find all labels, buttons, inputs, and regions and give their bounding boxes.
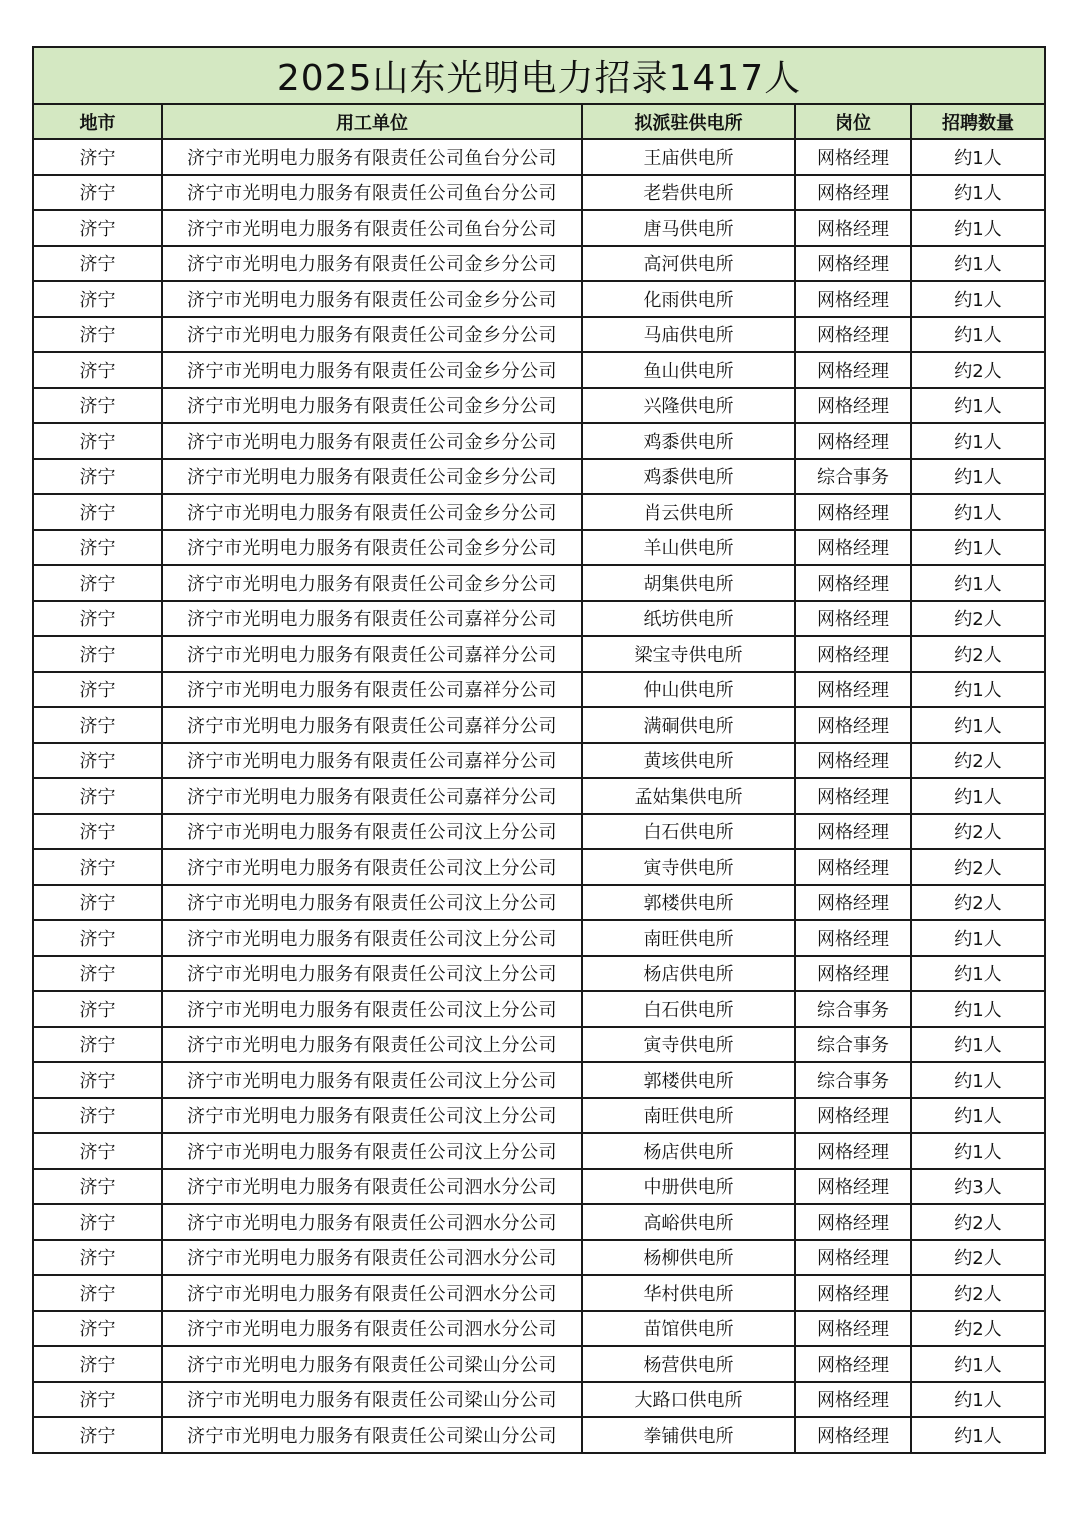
table-row <box>34 1169 1044 1205</box>
cell-station: 郭楼供电所 <box>582 885 795 921</box>
column-header-headcount: 招聘数量 <box>911 105 1044 139</box>
cell-station: 唐马供电所 <box>582 210 795 246</box>
cell-position: 网格经理 <box>795 388 911 424</box>
cell-city: 济宁 <box>34 1417 162 1452</box>
table-row <box>34 175 1044 211</box>
recruitment-sheet <box>32 46 1046 1454</box>
cell-city: 济宁 <box>34 175 162 211</box>
cell-position: 网格经理 <box>795 210 911 246</box>
cell-position: 网格经理 <box>795 1133 911 1169</box>
cell-employer: 济宁市光明电力服务有限责任公司泗水分公司 <box>162 1169 582 1205</box>
cell-station: 高河供电所 <box>582 246 795 282</box>
cell-headcount: 约1人 <box>911 991 1044 1027</box>
cell-station: 杨营供电所 <box>582 1346 795 1382</box>
table-row <box>34 1204 1044 1240</box>
cell-city: 济宁 <box>34 743 162 779</box>
cell-headcount: 约2人 <box>911 636 1044 672</box>
cell-headcount: 约1人 <box>911 1062 1044 1098</box>
cell-station: 中册供电所 <box>582 1169 795 1205</box>
table-row <box>34 991 1044 1027</box>
cell-employer: 济宁市光明电力服务有限责任公司汶上分公司 <box>162 885 582 921</box>
cell-headcount: 约1人 <box>911 281 1044 317</box>
cell-station: 化雨供电所 <box>582 281 795 317</box>
cell-station: 胡集供电所 <box>582 565 795 601</box>
cell-station: 杨店供电所 <box>582 1133 795 1169</box>
table-row <box>34 707 1044 743</box>
cell-employer: 济宁市光明电力服务有限责任公司嘉祥分公司 <box>162 743 582 779</box>
cell-position: 网格经理 <box>795 1240 911 1276</box>
cell-employer: 济宁市光明电力服务有限责任公司泗水分公司 <box>162 1275 582 1311</box>
cell-headcount: 约1人 <box>911 778 1044 814</box>
cell-employer: 济宁市光明电力服务有限责任公司梁山分公司 <box>162 1346 582 1382</box>
page-title: 2025山东光明电力招录1417人 <box>34 48 1044 105</box>
cell-city: 济宁 <box>34 317 162 353</box>
table-row <box>34 1382 1044 1418</box>
cell-headcount: 约1人 <box>911 530 1044 566</box>
table-row <box>34 672 1044 708</box>
cell-city: 济宁 <box>34 1098 162 1134</box>
cell-employer: 济宁市光明电力服务有限责任公司鱼台分公司 <box>162 175 582 211</box>
cell-employer: 济宁市光明电力服务有限责任公司汶上分公司 <box>162 849 582 885</box>
cell-station: 大路口供电所 <box>582 1382 795 1418</box>
cell-station: 郭楼供电所 <box>582 1062 795 1098</box>
table-row <box>34 1098 1044 1134</box>
table-row <box>34 1240 1044 1276</box>
cell-city: 济宁 <box>34 530 162 566</box>
cell-employer: 济宁市光明电力服务有限责任公司金乡分公司 <box>162 388 582 424</box>
table-row <box>34 352 1044 388</box>
cell-headcount: 约1人 <box>911 1382 1044 1418</box>
cell-city: 济宁 <box>34 281 162 317</box>
cell-station: 南旺供电所 <box>582 920 795 956</box>
cell-employer: 济宁市光明电力服务有限责任公司汶上分公司 <box>162 1027 582 1063</box>
cell-city: 济宁 <box>34 459 162 495</box>
cell-employer: 济宁市光明电力服务有限责任公司嘉祥分公司 <box>162 601 582 637</box>
table-row <box>34 743 1044 779</box>
cell-station: 肖云供电所 <box>582 494 795 530</box>
cell-position: 网格经理 <box>795 956 911 992</box>
cell-headcount: 约1人 <box>911 175 1044 211</box>
cell-headcount: 约1人 <box>911 920 1044 956</box>
cell-headcount: 约2人 <box>911 601 1044 637</box>
cell-headcount: 约1人 <box>911 459 1044 495</box>
cell-station: 兴隆供电所 <box>582 388 795 424</box>
cell-station: 马庙供电所 <box>582 317 795 353</box>
cell-station: 梁宝寺供电所 <box>582 636 795 672</box>
cell-station: 羊山供电所 <box>582 530 795 566</box>
cell-city: 济宁 <box>34 778 162 814</box>
cell-headcount: 约1人 <box>911 1346 1044 1382</box>
cell-city: 济宁 <box>34 1062 162 1098</box>
cell-employer: 济宁市光明电力服务有限责任公司金乡分公司 <box>162 494 582 530</box>
cell-station: 纸坊供电所 <box>582 601 795 637</box>
table-row <box>34 530 1044 566</box>
table-row <box>34 246 1044 282</box>
cell-headcount: 约1人 <box>911 423 1044 459</box>
cell-city: 济宁 <box>34 1382 162 1418</box>
cell-employer: 济宁市光明电力服务有限责任公司鱼台分公司 <box>162 210 582 246</box>
cell-position: 综合事务 <box>795 991 911 1027</box>
table-row <box>34 1133 1044 1169</box>
cell-headcount: 约1人 <box>911 1098 1044 1134</box>
cell-position: 网格经理 <box>795 672 911 708</box>
cell-position: 网格经理 <box>795 920 911 956</box>
cell-employer: 济宁市光明电力服务有限责任公司汶上分公司 <box>162 814 582 850</box>
table-row <box>34 388 1044 424</box>
cell-position: 网格经理 <box>795 175 911 211</box>
table-row <box>34 849 1044 885</box>
table-row <box>34 565 1044 601</box>
cell-position: 网格经理 <box>795 814 911 850</box>
cell-employer: 济宁市光明电力服务有限责任公司金乡分公司 <box>162 317 582 353</box>
cell-employer: 济宁市光明电力服务有限责任公司嘉祥分公司 <box>162 636 582 672</box>
cell-employer: 济宁市光明电力服务有限责任公司汶上分公司 <box>162 991 582 1027</box>
cell-station: 仲山供电所 <box>582 672 795 708</box>
table-row <box>34 423 1044 459</box>
cell-headcount: 约1人 <box>911 246 1044 282</box>
table-row <box>34 885 1044 921</box>
table-row <box>34 1346 1044 1382</box>
table-row <box>34 281 1044 317</box>
cell-headcount: 约1人 <box>911 956 1044 992</box>
cell-city: 济宁 <box>34 210 162 246</box>
cell-position: 网格经理 <box>795 885 911 921</box>
table-row <box>34 1417 1044 1452</box>
cell-position: 网格经理 <box>795 317 911 353</box>
cell-city: 济宁 <box>34 352 162 388</box>
cell-city: 济宁 <box>34 1311 162 1347</box>
cell-position: 综合事务 <box>795 1062 911 1098</box>
cell-station: 满硐供电所 <box>582 707 795 743</box>
cell-position: 网格经理 <box>795 352 911 388</box>
cell-city: 济宁 <box>34 494 162 530</box>
cell-employer: 济宁市光明电力服务有限责任公司汶上分公司 <box>162 1098 582 1134</box>
cell-station: 杨店供电所 <box>582 956 795 992</box>
cell-headcount: 约2人 <box>911 1311 1044 1347</box>
column-header-city: 地市 <box>34 105 162 139</box>
cell-headcount: 约1人 <box>911 139 1044 175</box>
cell-city: 济宁 <box>34 1027 162 1063</box>
cell-employer: 济宁市光明电力服务有限责任公司汶上分公司 <box>162 956 582 992</box>
cell-city: 济宁 <box>34 246 162 282</box>
cell-position: 网格经理 <box>795 246 911 282</box>
cell-station: 老砦供电所 <box>582 175 795 211</box>
cell-station: 寅寺供电所 <box>582 849 795 885</box>
cell-employer: 济宁市光明电力服务有限责任公司泗水分公司 <box>162 1240 582 1276</box>
cell-headcount: 约1人 <box>911 317 1044 353</box>
cell-position: 网格经理 <box>795 707 911 743</box>
cell-city: 济宁 <box>34 1240 162 1276</box>
cell-city: 济宁 <box>34 707 162 743</box>
table-row <box>34 601 1044 637</box>
cell-city: 济宁 <box>34 388 162 424</box>
cell-station: 南旺供电所 <box>582 1098 795 1134</box>
cell-position: 网格经理 <box>795 743 911 779</box>
table-row <box>34 317 1044 353</box>
cell-city: 济宁 <box>34 636 162 672</box>
cell-employer: 济宁市光明电力服务有限责任公司汶上分公司 <box>162 1133 582 1169</box>
cell-city: 济宁 <box>34 1133 162 1169</box>
cell-employer: 济宁市光明电力服务有限责任公司梁山分公司 <box>162 1382 582 1418</box>
table-row <box>34 494 1044 530</box>
cell-station: 杨柳供电所 <box>582 1240 795 1276</box>
cell-station: 王庙供电所 <box>582 139 795 175</box>
cell-station: 鸡黍供电所 <box>582 423 795 459</box>
cell-headcount: 约1人 <box>911 1027 1044 1063</box>
table-row <box>34 459 1044 495</box>
table-row <box>34 1311 1044 1347</box>
table-row <box>34 210 1044 246</box>
cell-headcount: 约2人 <box>911 814 1044 850</box>
cell-employer: 济宁市光明电力服务有限责任公司嘉祥分公司 <box>162 778 582 814</box>
cell-city: 济宁 <box>34 565 162 601</box>
cell-employer: 济宁市光明电力服务有限责任公司汶上分公司 <box>162 920 582 956</box>
cell-city: 济宁 <box>34 885 162 921</box>
cell-headcount: 约2人 <box>911 352 1044 388</box>
cell-station: 拳铺供电所 <box>582 1417 795 1452</box>
cell-city: 济宁 <box>34 601 162 637</box>
cell-position: 综合事务 <box>795 1027 911 1063</box>
cell-city: 济宁 <box>34 956 162 992</box>
cell-headcount: 约1人 <box>911 707 1044 743</box>
table-row <box>34 814 1044 850</box>
cell-position: 网格经理 <box>795 139 911 175</box>
table-row <box>34 1062 1044 1098</box>
cell-position: 网格经理 <box>795 494 911 530</box>
cell-position: 网格经理 <box>795 1204 911 1240</box>
cell-headcount: 约1人 <box>911 1133 1044 1169</box>
cell-headcount: 约1人 <box>911 210 1044 246</box>
table-header-row <box>34 105 1044 139</box>
cell-position: 网格经理 <box>795 778 911 814</box>
cell-city: 济宁 <box>34 849 162 885</box>
cell-station: 白石供电所 <box>582 814 795 850</box>
table-row <box>34 1027 1044 1063</box>
cell-station: 华村供电所 <box>582 1275 795 1311</box>
cell-headcount: 约1人 <box>911 672 1044 708</box>
cell-city: 济宁 <box>34 814 162 850</box>
cell-employer: 济宁市光明电力服务有限责任公司泗水分公司 <box>162 1311 582 1347</box>
cell-city: 济宁 <box>34 139 162 175</box>
cell-employer: 济宁市光明电力服务有限责任公司梁山分公司 <box>162 1417 582 1452</box>
cell-headcount: 约2人 <box>911 885 1044 921</box>
cell-position: 网格经理 <box>795 1169 911 1205</box>
cell-headcount: 约2人 <box>911 1204 1044 1240</box>
cell-headcount: 约2人 <box>911 849 1044 885</box>
table-row <box>34 920 1044 956</box>
cell-position: 网格经理 <box>795 1311 911 1347</box>
cell-position: 网格经理 <box>795 1346 911 1382</box>
table-row <box>34 636 1044 672</box>
cell-city: 济宁 <box>34 423 162 459</box>
cell-employer: 济宁市光明电力服务有限责任公司金乡分公司 <box>162 530 582 566</box>
cell-station: 高峪供电所 <box>582 1204 795 1240</box>
cell-headcount: 约2人 <box>911 743 1044 779</box>
column-header-station: 拟派驻供电所 <box>582 105 795 139</box>
cell-position: 综合事务 <box>795 459 911 495</box>
cell-station: 白石供电所 <box>582 991 795 1027</box>
cell-city: 济宁 <box>34 672 162 708</box>
cell-headcount: 约1人 <box>911 565 1044 601</box>
cell-headcount: 约1人 <box>911 388 1044 424</box>
cell-position: 网格经理 <box>795 423 911 459</box>
cell-headcount: 约3人 <box>911 1169 1044 1205</box>
cell-employer: 济宁市光明电力服务有限责任公司嘉祥分公司 <box>162 672 582 708</box>
recruitment-table <box>34 105 1044 1452</box>
cell-employer: 济宁市光明电力服务有限责任公司金乡分公司 <box>162 459 582 495</box>
cell-station: 寅寺供电所 <box>582 1027 795 1063</box>
cell-employer: 济宁市光明电力服务有限责任公司嘉祥分公司 <box>162 707 582 743</box>
cell-station: 黄垓供电所 <box>582 743 795 779</box>
cell-position: 网格经理 <box>795 601 911 637</box>
cell-city: 济宁 <box>34 991 162 1027</box>
column-header-employer: 用工单位 <box>162 105 582 139</box>
cell-employer: 济宁市光明电力服务有限责任公司金乡分公司 <box>162 246 582 282</box>
cell-employer: 济宁市光明电力服务有限责任公司鱼台分公司 <box>162 139 582 175</box>
table-row <box>34 139 1044 175</box>
cell-employer: 济宁市光明电力服务有限责任公司泗水分公司 <box>162 1204 582 1240</box>
cell-station: 孟姑集供电所 <box>582 778 795 814</box>
table-row <box>34 1275 1044 1311</box>
cell-position: 网格经理 <box>795 281 911 317</box>
cell-station: 苗馆供电所 <box>582 1311 795 1347</box>
cell-position: 网格经理 <box>795 1275 911 1311</box>
cell-employer: 济宁市光明电力服务有限责任公司金乡分公司 <box>162 565 582 601</box>
table-body <box>34 139 1044 1452</box>
cell-position: 网格经理 <box>795 565 911 601</box>
cell-headcount: 约1人 <box>911 1417 1044 1452</box>
cell-city: 济宁 <box>34 1346 162 1382</box>
cell-city: 济宁 <box>34 1275 162 1311</box>
cell-position: 网格经理 <box>795 530 911 566</box>
cell-position: 网格经理 <box>795 636 911 672</box>
table-row <box>34 956 1044 992</box>
column-header-position: 岗位 <box>795 105 911 139</box>
cell-city: 济宁 <box>34 920 162 956</box>
cell-employer: 济宁市光明电力服务有限责任公司金乡分公司 <box>162 352 582 388</box>
cell-city: 济宁 <box>34 1169 162 1205</box>
table-row <box>34 778 1044 814</box>
cell-station: 鸡黍供电所 <box>582 459 795 495</box>
cell-headcount: 约1人 <box>911 494 1044 530</box>
cell-employer: 济宁市光明电力服务有限责任公司汶上分公司 <box>162 1062 582 1098</box>
cell-position: 网格经理 <box>795 1382 911 1418</box>
cell-city: 济宁 <box>34 1204 162 1240</box>
cell-position: 网格经理 <box>795 1417 911 1452</box>
cell-employer: 济宁市光明电力服务有限责任公司金乡分公司 <box>162 281 582 317</box>
cell-position: 网格经理 <box>795 1098 911 1134</box>
cell-position: 网格经理 <box>795 849 911 885</box>
cell-headcount: 约2人 <box>911 1240 1044 1276</box>
cell-employer: 济宁市光明电力服务有限责任公司金乡分公司 <box>162 423 582 459</box>
cell-headcount: 约2人 <box>911 1275 1044 1311</box>
cell-station: 鱼山供电所 <box>582 352 795 388</box>
